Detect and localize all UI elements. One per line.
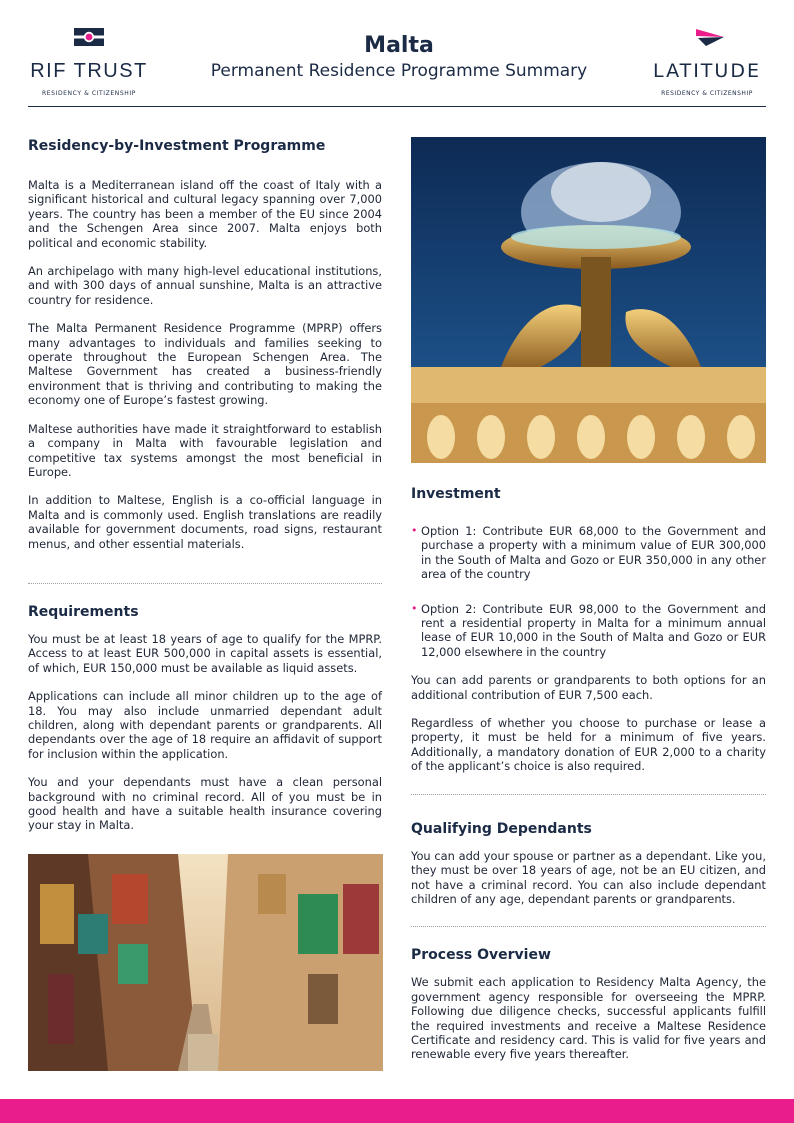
investment-option-1-text: Option 1: Contribute EUR 68,000 to the Government and purchase a property with a minimum value of EUR 300,000 in the South of Malta and Gozo or EUR 350,000 in any other area of the country — [421, 524, 766, 582]
investment-note-1: You can add parents or grandparents to both options for an additional contribution of EUR 7,500 each. — [411, 673, 766, 702]
latitude-tagline: RESIDENCY & CITIZENSHIP — [661, 90, 753, 97]
requirements-paragraph-1: You must be at least 18 years of age to qualify for the MPRP. Access to at least EUR 500,000 in capital assets is essential, of which, EUR 150,000 must be available as liquid assets. — [28, 631, 382, 675]
triton-fountain-photo — [411, 137, 766, 463]
intro-paragraph-4: Maltese authorities have made it straightforward to establish a company in Malta with favourable legislation and competitive tax systems amongst the most beneficial in Europe. — [28, 421, 382, 479]
left-column — [28, 138, 382, 833]
dependants-paragraph: You can add your spouse or partner as a dependant. Like you, they must be over 18 years of age, not be an EU citizen, and not have a criminal record. You can also include dependant children of any age, dependant parents or grandparents. — [411, 848, 766, 906]
footer-bar — [0, 1099, 794, 1123]
requirements-paragraph-2: Applications can include all minor children up to the age of 18. You may also include unmarried dependant adult children, along with dependant parents or grandparents. All dependants over the age of 18 require an affidavit of support for inclusion within the application. — [28, 689, 382, 761]
intro-paragraph-2: An archipelago with many high-level educational institutions, and with 300 days of annual sunshine, Malta is an attractive country for residence. — [28, 264, 382, 307]
process-heading: Process Overview — [411, 947, 551, 964]
investment-option-2-text: Option 2: Contribute EUR 98,000 to the Government and rent a residential property in Malta for a minimum annual lease of EUR 10,000 in the South of Malta and Gozo or EUR 12,000 elsewhere in the country — [421, 601, 766, 659]
requirements-paragraph-3: You and your dependants must have a clean personal background with no criminal record. All of you must be in good health and have a suitable health insurance covering your stay in Malta. — [28, 775, 382, 833]
valletta-street-photo — [28, 854, 383, 1071]
page-title: Malta — [364, 33, 434, 58]
latitude-logo-icon — [696, 29, 726, 47]
investment-note-2: Regardless of whether you choose to purchase or lease a property, it must be held for a minimum of five years. Additionally, a mandatory donation of EUR 2,000 to a charity of the applicant’s choice is also required. — [411, 716, 766, 774]
rif-trust-tagline: RESIDENCY & CITIZENSHIP — [42, 90, 136, 97]
investment-option-2 — [411, 602, 766, 660]
investment-options-list — [411, 524, 766, 659]
dependants-heading: Qualifying Dependants — [411, 820, 592, 837]
page-subtitle: Permanent Residence Programme Summary — [210, 61, 588, 81]
investment-option-1 — [411, 524, 766, 582]
latitude-brand: LATITUDE — [653, 60, 761, 82]
header-divider — [28, 106, 766, 107]
rif-trust-logo-icon — [74, 28, 104, 46]
investment-heading: Investment — [411, 486, 501, 502]
bullet-icon: • — [411, 601, 418, 615]
rif-trust-brand: RIF TRUST — [30, 60, 148, 82]
requirements-heading: Requirements — [28, 603, 139, 620]
programme-heading: Residency-by-Investment Programme — [28, 138, 326, 154]
process-paragraph: We submit each application to Residency Malta Agency, the government agency responsible for overseeing the MPRP. Following due diligence checks, successful applicants fulfill the required investments and receive a Maltese Residence Certificate and residency card. This is valid for five years and renewable every five years thereafter. — [411, 975, 766, 1062]
bullet-icon: • — [411, 524, 418, 537]
intro-paragraph-1: Malta is a Mediterranean island off the coast of Italy with a significant historical and cultural legacy spanning over 7,000 years. The country has been a member of the EU since 2004 and the Schengen Area since 2007. Malta enjoys both political and economic stability. — [28, 178, 382, 250]
intro-paragraph-3: The Malta Permanent Residence Programme (MPRP) offers many advantages to individuals and families seeking to operate throughout the European Schengen Area. The Maltese Government has created a business-friendly environment that is thriving and contributing to making the economy one of Europe’s fastest growing. — [28, 321, 382, 408]
page-header — [0, 0, 794, 108]
intro-paragraph-5: In addition to Maltese, English is a co-official language in Malta and is commonly used. English translations are readily available for government documents, road signs, restaurant menus, and other essential materials. — [28, 493, 382, 551]
right-column — [411, 486, 766, 1062]
